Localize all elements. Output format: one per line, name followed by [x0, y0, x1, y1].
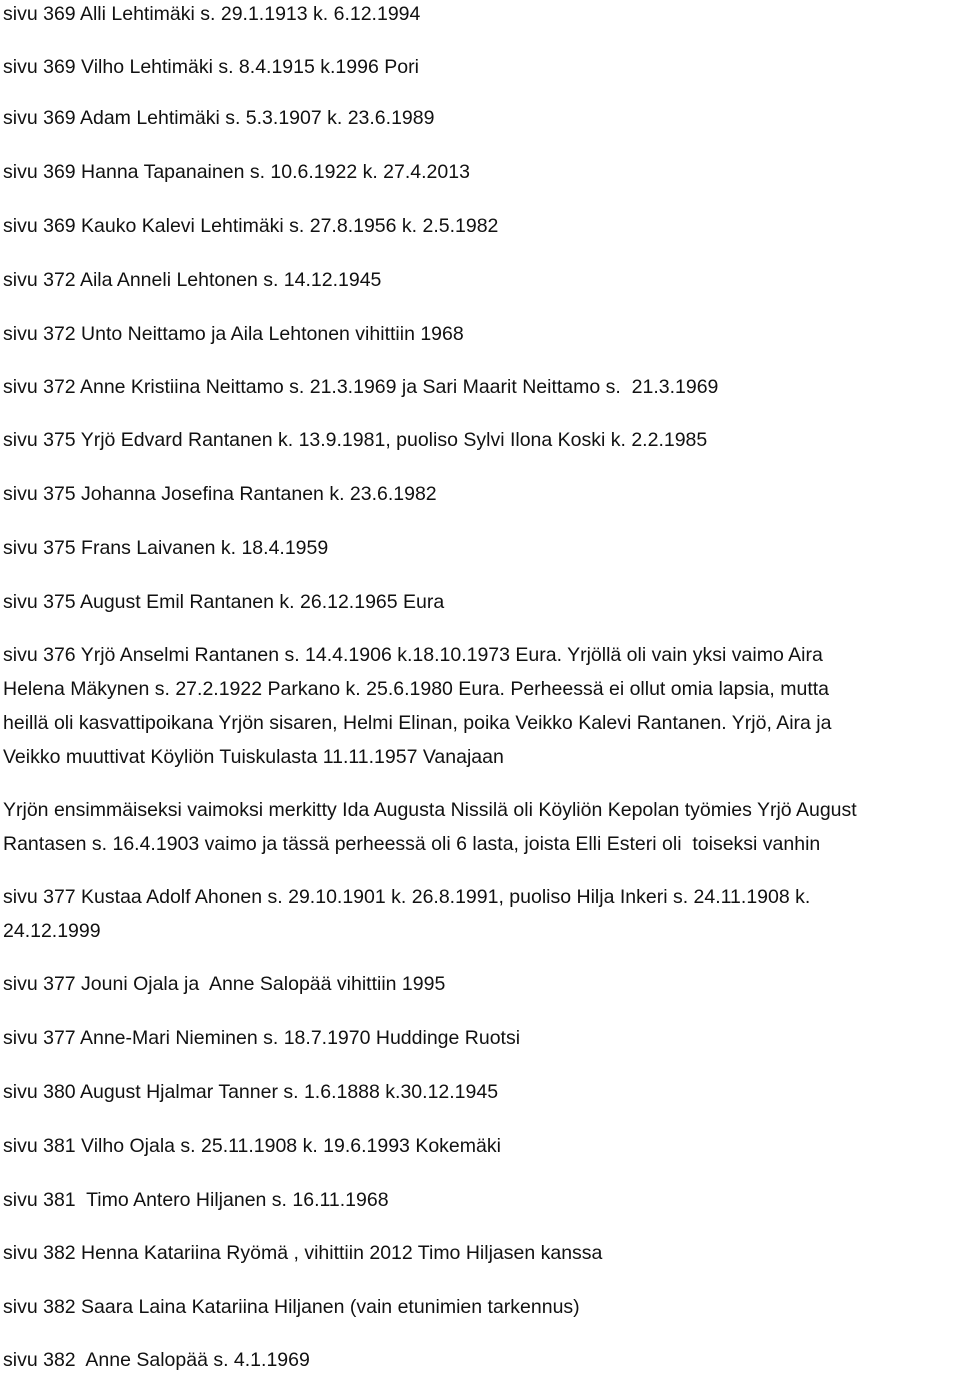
paragraph-line: sivu 376 Yrjö Anselmi Rantanen s. 14.4.1906 k.18.10.1973 Eura. Yrjöllä oli vain yksi vaimo Aira	[3, 644, 823, 666]
paragraph-line: heillä oli kasvattipoikana Yrjön sisaren, Helmi Elinan, poika Veikko Kalevi Rantanen. Yrjö, Aira ja	[3, 712, 832, 734]
entry-line: sivu 372 Aila Anneli Lehtonen s. 14.12.1945	[3, 269, 382, 291]
paragraph-sivu-377	[3, 880, 959, 948]
entry-line: sivu 382 Henna Katariina Ryömä , vihittiin 2012 Timo Hiljasen kanssa	[3, 1242, 603, 1264]
entry-line: sivu 369 Hanna Tapanainen s. 10.6.1922 k. 27.4.2013	[3, 161, 470, 183]
paragraph-yrjon-vaimo	[3, 793, 959, 861]
entry-line: sivu 375 Frans Laivanen k. 18.4.1959	[3, 537, 329, 559]
entry-line: sivu 375 August Emil Rantanen k. 26.12.1965 Eura	[3, 591, 445, 613]
entry-line: sivu 372 Unto Neittamo ja Aila Lehtonen vihittiin 1968	[3, 323, 464, 345]
entry-line: sivu 382 Anne Salopää s. 4.1.1969	[3, 1349, 310, 1371]
entry-line: sivu 375 Yrjö Edvard Rantanen k. 13.9.1981, puoliso Sylvi Ilona Koski k. 2.2.1985	[3, 429, 708, 451]
paragraph-line: 24.12.1999	[3, 920, 101, 942]
entry-line: sivu 377 Anne-Mari Nieminen s. 18.7.1970 Huddinge Ruotsi	[3, 1027, 521, 1049]
entry-line: sivu 375 Johanna Josefina Rantanen k. 23.6.1982	[3, 483, 437, 505]
entry-line: sivu 381 Timo Antero Hiljanen s. 16.11.1968	[3, 1189, 389, 1211]
paragraph-line: Helena Mäkynen s. 27.2.1922 Parkano k. 25.6.1980 Eura. Perheessä ei ollut omia lapsia, mutta	[3, 678, 829, 700]
paragraph-line: Veikko muuttivat Köyliön Tuiskulasta 11.11.1957 Vanajaan	[3, 746, 504, 768]
entry-line: sivu 369 Alli Lehtimäki s. 29.1.1913 k. 6.12.1994	[3, 3, 421, 25]
entry-line: sivu 382 Saara Laina Katariina Hiljanen (vain etunimien tarkennus)	[3, 1296, 580, 1318]
entry-line: sivu 381 Vilho Ojala s. 25.11.1908 k. 19.6.1993 Kokemäki	[3, 1135, 501, 1157]
entry-line: sivu 369 Kauko Kalevi Lehtimäki s. 27.8.1956 k. 2.5.1982	[3, 215, 499, 237]
paragraph-line: Rantasen s. 16.4.1903 vaimo ja tässä perheessä oli 6 lasta, joista Elli Esteri oli toiseksi vanhin	[3, 833, 821, 855]
entry-line: sivu 380 August Hjalmar Tanner s. 1.6.1888 k.30.12.1945	[3, 1081, 499, 1103]
paragraph-line: Yrjön ensimmäiseksi vaimoksi merkitty Ida Augusta Nissilä oli Köyliön Kepolan työmies Yrjö August	[3, 799, 857, 821]
entry-line: sivu 377 Jouni Ojala ja Anne Salopää vihittiin 1995	[3, 973, 446, 995]
entry-line: sivu 372 Anne Kristiina Neittamo s. 21.3.1969 ja Sari Maarit Neittamo s. 21.3.1969	[3, 376, 719, 398]
paragraph-line: sivu 377 Kustaa Adolf Ahonen s. 29.10.1901 k. 26.8.1991, puoliso Hilja Inkeri s. 24.11.1908 k.	[3, 886, 811, 908]
entry-line: sivu 369 Vilho Lehtimäki s. 8.4.1915 k.1996 Pori	[3, 56, 419, 78]
paragraph-sivu-376	[3, 638, 959, 774]
entry-line: sivu 369 Adam Lehtimäki s. 5.3.1907 k. 23.6.1989	[3, 107, 435, 129]
